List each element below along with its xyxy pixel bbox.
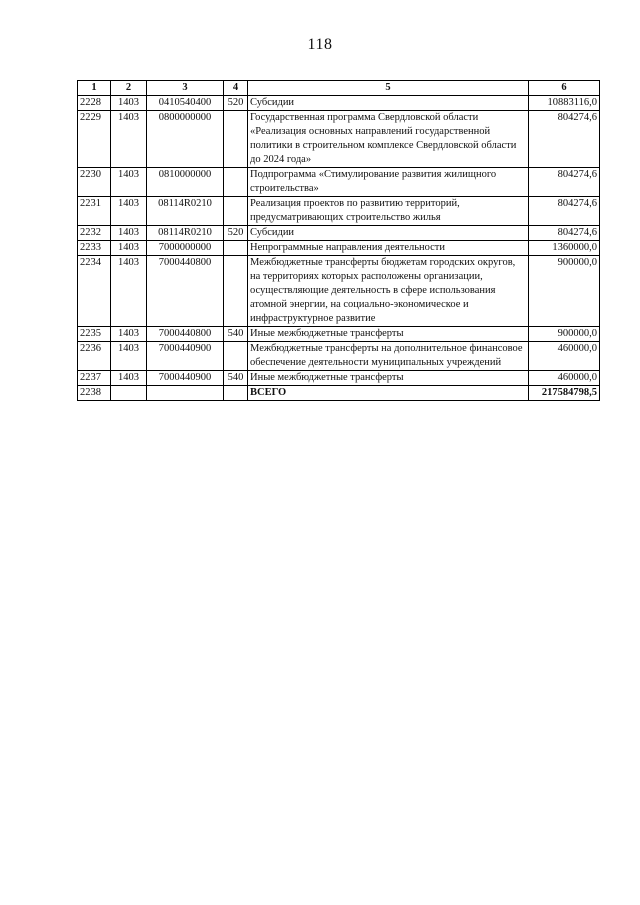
header-cell-num: 1 bbox=[78, 81, 111, 96]
amount: 900000,0 bbox=[529, 256, 600, 327]
amount: 1360000,0 bbox=[529, 241, 600, 256]
table-row bbox=[78, 168, 600, 197]
amount: 460000,0 bbox=[529, 342, 600, 371]
item-name: Межбюджетные трансферты на дополнительное финансовое обеспечение деятельности муниципальных учреждений bbox=[248, 342, 529, 371]
target-article-code: 7000440900 bbox=[147, 371, 224, 386]
total-label: ВСЕГО bbox=[248, 386, 529, 401]
row-number: 2236 bbox=[78, 342, 111, 371]
section-code: 1403 bbox=[111, 168, 147, 197]
table-row bbox=[78, 371, 600, 386]
section-code: 1403 bbox=[111, 241, 147, 256]
total-amount: 217584798,5 bbox=[529, 386, 600, 401]
section-code: 1403 bbox=[111, 111, 147, 168]
expense-type-code: 520 bbox=[224, 96, 248, 111]
expense-type-code bbox=[224, 342, 248, 371]
amount: 804274,6 bbox=[529, 226, 600, 241]
row-number: 2230 bbox=[78, 168, 111, 197]
amount: 804274,6 bbox=[529, 197, 600, 226]
section-code: 1403 bbox=[111, 371, 147, 386]
section-code: 1403 bbox=[111, 226, 147, 241]
item-name: Субсидии bbox=[248, 226, 529, 241]
target-article-code: 0800000000 bbox=[147, 111, 224, 168]
table-row bbox=[78, 96, 600, 111]
row-number: 2231 bbox=[78, 197, 111, 226]
section-code bbox=[111, 386, 147, 401]
target-article-code: 08114R0210 bbox=[147, 226, 224, 241]
section-code: 1403 bbox=[111, 342, 147, 371]
target-article-code: 0810000000 bbox=[147, 168, 224, 197]
amount: 900000,0 bbox=[529, 327, 600, 342]
item-name: Реализация проектов по развитию территорий, предусматривающих строительство жилья bbox=[248, 197, 529, 226]
expense-type-code bbox=[224, 256, 248, 327]
section-code: 1403 bbox=[111, 256, 147, 327]
page-number: 118 bbox=[307, 36, 333, 53]
header-cell-section: 2 bbox=[111, 81, 147, 96]
target-article-code: 7000440800 bbox=[147, 256, 224, 327]
amount: 460000,0 bbox=[529, 371, 600, 386]
header-cell-vr: 4 bbox=[224, 81, 248, 96]
table-row bbox=[78, 226, 600, 241]
row-number: 2228 bbox=[78, 96, 111, 111]
amount: 804274,6 bbox=[529, 111, 600, 168]
expense-type-code: 540 bbox=[224, 371, 248, 386]
section-code: 1403 bbox=[111, 197, 147, 226]
header-cell-csr: 3 bbox=[147, 81, 224, 96]
target-article-code: 7000000000 bbox=[147, 241, 224, 256]
table-header-row bbox=[78, 81, 600, 96]
expense-type-code: 540 bbox=[224, 327, 248, 342]
expense-type-code bbox=[224, 241, 248, 256]
table-row bbox=[78, 256, 600, 327]
table-row bbox=[78, 111, 600, 168]
table-row bbox=[78, 241, 600, 256]
amount: 804274,6 bbox=[529, 168, 600, 197]
item-name: Иные межбюджетные трансферты bbox=[248, 327, 529, 342]
expense-type-code bbox=[224, 386, 248, 401]
section-code: 1403 bbox=[111, 327, 147, 342]
target-article-code bbox=[147, 386, 224, 401]
target-article-code: 7000440800 bbox=[147, 327, 224, 342]
row-number: 2238 bbox=[78, 386, 111, 401]
item-name: Иные межбюджетные трансферты bbox=[248, 371, 529, 386]
expense-type-code bbox=[224, 168, 248, 197]
row-number: 2235 bbox=[78, 327, 111, 342]
target-article-code: 7000440900 bbox=[147, 342, 224, 371]
amount: 10883116,0 bbox=[529, 96, 600, 111]
expense-type-code bbox=[224, 111, 248, 168]
target-article-code: 0410540400 bbox=[147, 96, 224, 111]
row-number: 2232 bbox=[78, 226, 111, 241]
row-number: 2229 bbox=[78, 111, 111, 168]
table-row bbox=[78, 327, 600, 342]
expense-type-code bbox=[224, 197, 248, 226]
item-name: Межбюджетные трансферты бюджетам городских округов, на территориях которых расположены организации, осуществляющие деятельность в сфере использования атомной энергии, на социально-экономическое и инфраструктурное развитие bbox=[248, 256, 529, 327]
header-cell-amount: 6 bbox=[529, 81, 600, 96]
header-cell-name: 5 bbox=[248, 81, 529, 96]
expense-type-code: 520 bbox=[224, 226, 248, 241]
table-row bbox=[78, 197, 600, 226]
budget-table bbox=[77, 80, 600, 401]
item-name: Государственная программа Свердловской области «Реализация основных направлений государственной политики в строительном комплексе Свердловской области до 2024 года» bbox=[248, 111, 529, 168]
table-row-total bbox=[78, 386, 600, 401]
target-article-code: 08114R0210 bbox=[147, 197, 224, 226]
item-name: Подпрограмма «Стимулирование развития жилищного строительства» bbox=[248, 168, 529, 197]
section-code: 1403 bbox=[111, 96, 147, 111]
item-name: Непрограммные направления деятельности bbox=[248, 241, 529, 256]
row-number: 2237 bbox=[78, 371, 111, 386]
table-row bbox=[78, 342, 600, 371]
row-number: 2233 bbox=[78, 241, 111, 256]
row-number: 2234 bbox=[78, 256, 111, 327]
item-name: Субсидии bbox=[248, 96, 529, 111]
